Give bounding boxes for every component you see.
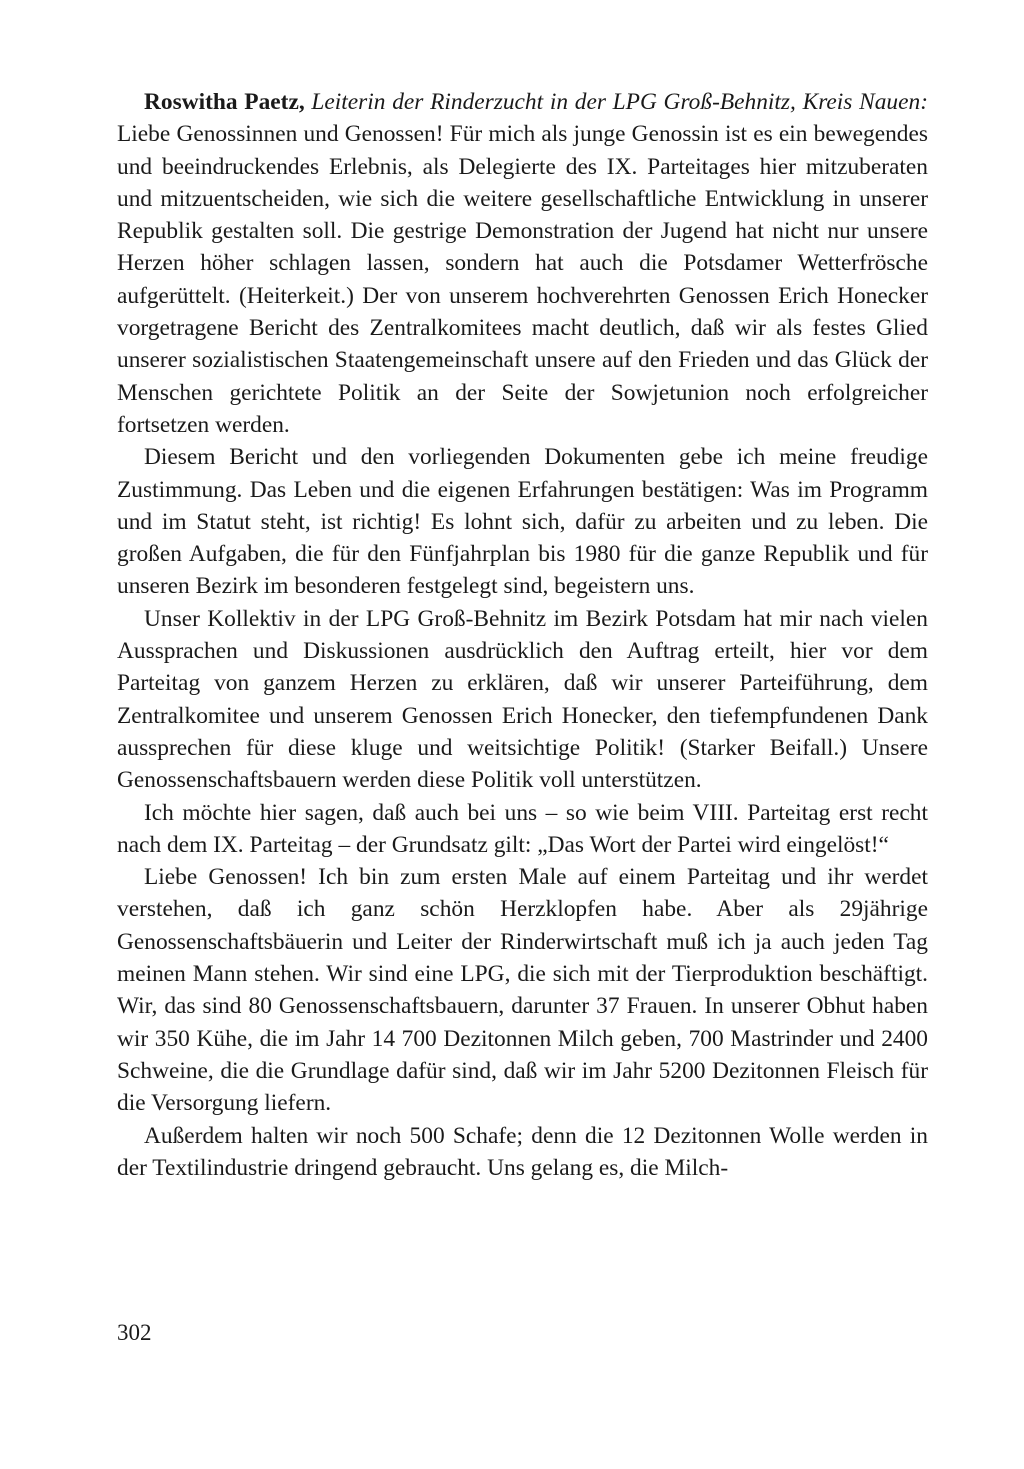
paragraph-2: Diesem Bericht und den vorliegenden Dokumenten gebe ich meine freudige Zustimmung. Das Leben und die eigenen Erfahrungen bestätigen: Was im Programm und im Statut steht, ist richtig! Es lohnt sich, dafür zu arbeiten und zu leben. Die großen Aufgaben, die für den Fünfjahrplan bis 1980 für die ganze Republik und für unseren Bezirk im besonderen festgelegt sind, begeistern uns. bbox=[117, 444, 928, 600]
page-number: 302 bbox=[117, 1320, 152, 1345]
speaker-name: Roswitha Paetz, bbox=[144, 89, 305, 115]
paragraph-1 bbox=[117, 86, 928, 441]
paragraph-4: Ich möchte hier sagen, daß auch bei uns – so wie beim VIII. Parteitag erst recht nach dem IX. Parteitag – der Grundsatz gilt: „Das Wort der Partei wird eingelöst!“ bbox=[117, 799, 928, 858]
paragraph-5: Liebe Genossen! Ich bin zum ersten Male auf einem Parteitag und ihr werdet verstehen, daß ich ganz schön Herzklopfen habe. Aber als 29jährige Genossenschaftsbäuerin und Leiter der Rinderwirtschaft muß ich ja auch jeden Tag meinen Mann stehen. Wir sind eine LPG, die sich mit der Tierproduktion beschäftigt. Wir, das sind 80 Genossenschaftsbauern, darunter 37 Frauen. In unserer Obhut haben wir 350 Kühe, die im Jahr 14 700 Dezitonnen Milch geben, 700 Mastrinder und 2400 Schweine, die die Grundlage dafür sind, daß wir im Jahr 5200 Dezitonnen Fleisch für die Versorgung liefern. bbox=[117, 864, 928, 1117]
speaker-role: Leiterin der Rinderzucht in der LPG Groß-Behnitz, Kreis Nauen: bbox=[311, 89, 928, 115]
paragraph-1-text: Liebe Genossinnen und Genossen! Für mich als junge Genossin ist es ein bewegendes und beeindruckendes Erlebnis, als Delegierte des IX. Parteitages hier mitzuberaten und mitzuentscheiden, wie sich die weitere gesellschaftliche Entwicklung in unserer Republik gestalten soll. Die gestrige Demonstration der Jugend hat nicht nur unsere Herzen höher schlagen lassen, sondern hat auch die Potsdamer Wetterfrösche aufgerüttelt. (Heiterkeit.) Der von unserem hochverehrten Genossen Erich Honecker vorgetragene Bericht des Zentralkomitees macht deutlich, daß wir als festes Glied unserer sozialistischen Staatengemeinschaft unsere auf den Frieden und das Glück der Menschen gerichtete Politik an der Seite der Sowjetunion noch erfolgreicher fortsetzen werden. bbox=[117, 121, 928, 438]
paragraph-6: Außerdem halten wir noch 500 Schafe; denn die 12 Dezitonnen Wolle werden in der Textilindustrie dringend gebraucht. Uns gelang es, die Milch- bbox=[117, 1122, 928, 1181]
paragraph-3: Unser Kollektiv in der LPG Groß-Behnitz im Bezirk Potsdam hat mir nach vielen Aussprachen und Diskussionen ausdrücklich den Auftrag erteilt, hier vor dem Parteitag von ganzem Herzen zu erklären, daß wir unserer Parteiführung, dem Zentralkomitee und unserem Genossen Erich Honecker, den tiefempfundenen Dank aussprechen für diese kluge und weitsichtige Politik! (Starker Beifall.) Unsere Genossenschaftsbauern werden diese Politik voll unterstützen. bbox=[117, 605, 928, 794]
page-body bbox=[117, 86, 928, 1184]
